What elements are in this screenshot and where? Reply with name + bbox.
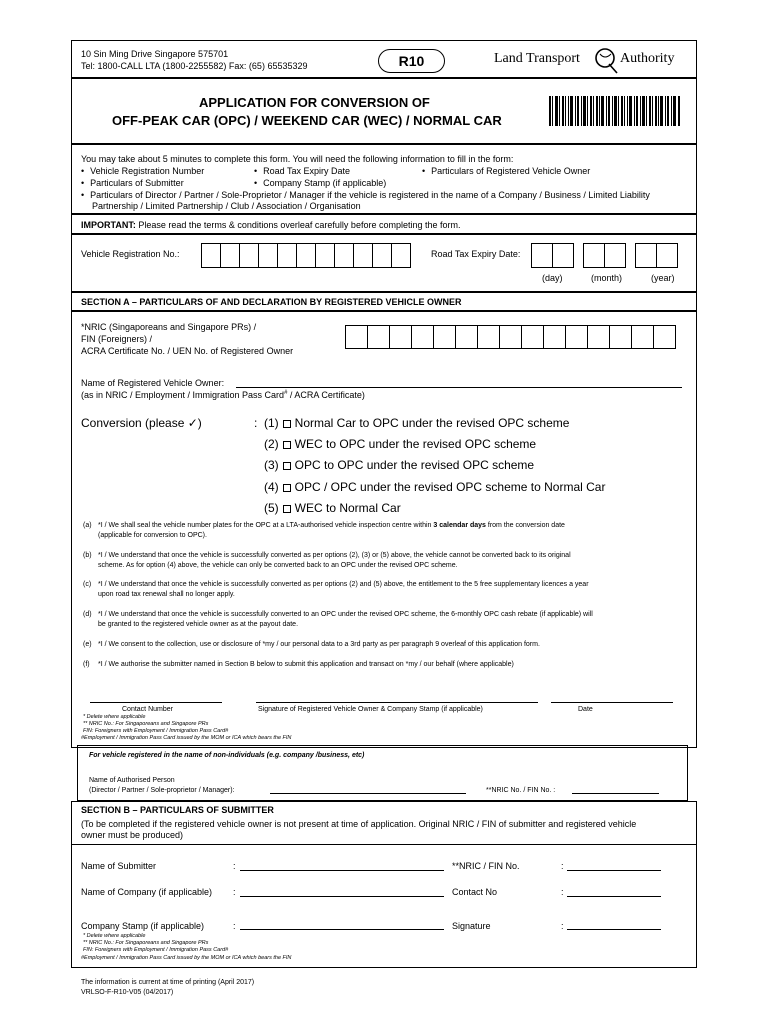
decl-d-line2: be granted to the registered vehicle owner as at the payout date.	[98, 621, 299, 628]
decl-b-text	[98, 551, 698, 571]
signature-label: Signature	[452, 921, 491, 931]
road-tax-label: Road Tax Expiry Date:	[431, 249, 521, 259]
decl-c-text	[98, 580, 698, 600]
vehicle-reg-cell-8[interactable]	[334, 243, 354, 268]
decl-a-line2: (applicable for conversion to OPC).	[98, 532, 207, 539]
owner-name-sub-text: (as in NRIC / Employment / Immigration Pass Card	[81, 390, 285, 400]
road-tax-month-label: (month)	[591, 273, 623, 283]
section-b-divider	[71, 844, 697, 845]
submitter-nric-field[interactable]	[567, 870, 661, 871]
owner-name-field[interactable]	[236, 387, 682, 388]
checkbox-icon[interactable]	[283, 505, 291, 513]
road-tax-day-cell-2[interactable]	[552, 243, 574, 268]
address-line-2: Tel: 1800-CALL LTA (1800-2255582) Fax: (65) 65535329	[81, 61, 308, 71]
submitter-name-colon: :	[233, 861, 236, 871]
conversion-option-1[interactable]	[264, 416, 569, 430]
section-b-footnote-4: #Employment / Immigration Pass Card issued by the MOM or ICA which bears the FIN	[81, 955, 292, 961]
owner-id-cell-8[interactable]	[499, 325, 522, 349]
owner-id-cell-15[interactable]	[653, 325, 676, 349]
nric-label-3: ACRA Certificate No. / UEN No. of Registered Owner	[81, 346, 294, 356]
owner-id-cell-10[interactable]	[543, 325, 566, 349]
road-tax-month-cell-1[interactable]	[583, 243, 605, 268]
section-b-footnote-2: ** NRIC No.: For Singaporeans and Singapore PRs	[83, 940, 209, 946]
decl-e-text	[98, 640, 698, 650]
owner-signature-field[interactable]	[256, 702, 538, 703]
vehicle-reg-cell-5[interactable]	[277, 243, 297, 268]
company-stamp-colon: :	[233, 921, 236, 931]
vehicle-reg-cell-9[interactable]	[353, 243, 373, 268]
owner-name-sub	[81, 390, 365, 400]
intro-bullet-1: • Vehicle Registration Number	[81, 166, 204, 176]
contact-no-label: Contact No	[452, 887, 498, 897]
vehicle-reg-cell-4[interactable]	[258, 243, 278, 268]
decl-b-letter: (b)	[83, 552, 92, 559]
road-tax-day-cell-1[interactable]	[531, 243, 553, 268]
decl-f-letter: (f)	[83, 661, 90, 668]
owner-id-cell-7[interactable]	[477, 325, 500, 349]
section-b-heading: SECTION B – PARTICULARS OF SUBMITTER	[81, 805, 274, 815]
auth-name-sub: (Director / Partner / Sole-proprietor / Manager):	[89, 787, 235, 794]
decl-d-letter: (d)	[83, 611, 92, 618]
intro-bullet-5: • Company Stamp (if applicable)	[254, 178, 386, 188]
intro-bullet-4: • Particulars of Submitter	[81, 178, 184, 188]
contact-number-field[interactable]	[90, 702, 222, 703]
conversion-label: Conversion (please ✓)	[81, 416, 202, 430]
checkbox-icon[interactable]	[283, 420, 291, 428]
vehicle-reg-cell-7[interactable]	[315, 243, 335, 268]
road-tax-year-cell-1[interactable]	[635, 243, 657, 268]
road-tax-year-cell-2[interactable]	[656, 243, 678, 268]
owner-id-cell-11[interactable]	[565, 325, 588, 349]
intro-bullet-6: • Particulars of Director / Partner / Sole-Proprietor / Manager if the vehicle is registered in the name of a Company / Business / Limited Liability	[81, 190, 650, 200]
auth-nric-label: **NRIC No. / FIN No. :	[486, 787, 556, 794]
checkbox-icon[interactable]	[283, 484, 291, 492]
form-code: R10	[398, 53, 425, 69]
important-note	[81, 220, 461, 230]
submitter-nric-label: **NRIC / FIN No.	[452, 861, 520, 871]
option-1-num: (1)	[264, 416, 279, 430]
vehicle-reg-cell-3[interactable]	[239, 243, 259, 268]
barcode-icon	[549, 96, 680, 126]
company-name-colon: :	[233, 887, 236, 897]
owner-id-cell-1[interactable]	[345, 325, 368, 349]
section-a-note-1: * Delete where applicable	[83, 714, 146, 720]
auth-name-field[interactable]	[270, 793, 466, 794]
footer-form-version: VRLSO-F-R10-V05 (04/2017)	[81, 989, 174, 996]
road-tax-month-cell-2[interactable]	[604, 243, 626, 268]
important-label: IMPORTANT:	[81, 220, 136, 230]
owner-signature-label: Signature of Registered Vehicle Owner & Company Stamp (if applicable)	[258, 706, 483, 713]
agency-name-left: Land Transport	[494, 51, 580, 66]
owner-id-cell-4[interactable]	[411, 325, 434, 349]
form-code-badge	[378, 49, 445, 73]
intro-bullet-2: • Road Tax Expiry Date	[254, 166, 350, 176]
vehicle-reg-cell-11[interactable]	[391, 243, 411, 268]
option-4-num: (4)	[264, 480, 279, 494]
decl-c-letter: (c)	[83, 581, 92, 588]
company-stamp-label: Company Stamp (if applicable)	[81, 921, 205, 931]
nric-label-2: FIN (Foreigners) /	[81, 334, 153, 344]
conversion-option-2[interactable]	[264, 437, 536, 451]
footer-print-date: The information is current at time of printing (April 2017)	[81, 979, 255, 986]
owner-name-sub-end: / ACRA Certificate)	[287, 390, 365, 400]
vehicle-reg-cell-6[interactable]	[296, 243, 316, 268]
option-5-text: WEC to Normal Car	[294, 501, 401, 515]
owner-id-cell-6[interactable]	[455, 325, 478, 349]
owner-name-label: Name of Registered Vehicle Owner:	[81, 378, 225, 388]
date-field[interactable]	[551, 702, 673, 703]
conversion-option-4[interactable]	[264, 480, 605, 494]
section-a-heading: SECTION A – PARTICULARS OF AND DECLARATION BY REGISTERED VEHICLE OWNER	[81, 297, 462, 307]
road-tax-year-label: (year)	[651, 273, 675, 283]
non-individual-heading: For vehicle registered in the name of non-individuals (e.g. company /business, etc)	[89, 752, 365, 759]
conversion-option-5[interactable]	[264, 501, 401, 515]
company-name-label: Name of Company (if applicable)	[81, 887, 213, 897]
option-1-text: Normal Car to OPC under the revised OPC scheme	[294, 416, 570, 430]
address-line-1: 10 Sin Ming Drive Singapore 575701	[81, 49, 229, 59]
title-line-1: APPLICATION FOR CONVERSION OF	[199, 95, 430, 110]
section-a-note-4: #Employment / Immigration Pass Card issued by the MOM or ICA which bears the FIN	[81, 735, 292, 741]
option-2-text: WEC to OPC under the revised OPC scheme	[294, 437, 537, 451]
submitter-name-label: Name of Submitter	[81, 861, 157, 871]
vehicle-reg-cell-1[interactable]	[201, 243, 221, 268]
decl-e-body: *I / We consent to the collection, use or disclosure of *my / our personal data to a 3rd party as per paragraph 9 overleaf of this application form.	[98, 641, 540, 648]
owner-id-cell-12[interactable]	[587, 325, 610, 349]
decl-d-text	[98, 610, 698, 630]
company-stamp-field[interactable]	[240, 929, 444, 930]
signature-colon: :	[561, 921, 564, 931]
vehicle-reg-label: Vehicle Registration No.:	[81, 249, 180, 259]
section-b-footnote-3: FIN: Foreigners with Employment / Immigration Pass Card#	[83, 947, 229, 953]
owner-id-cell-5[interactable]	[433, 325, 456, 349]
decl-b-body: *I / We understand that once the vehicle is successfully converted as per options (2), (3) or (5) above, the vehicle cannot be converted back to its original	[98, 552, 571, 559]
decl-d-body: *I / We understand that once the vehicle is successfully converted to an OPC under the revised OPC scheme, the 6-monthly OPC cash rebate (if applicable) will	[98, 611, 593, 618]
option-5-num: (5)	[264, 501, 279, 515]
decl-f-text	[98, 660, 698, 670]
option-3-num: (3)	[264, 458, 279, 472]
road-tax-day-label: (day)	[542, 273, 563, 283]
auth-name-label: Name of Authorised Person	[89, 777, 175, 784]
important-text: Please read the terms & conditions overleaf carefully before completing the form.	[135, 220, 461, 230]
section-a-note-3: FIN: Foreigners with Employment / Immigration Pass Card#	[83, 728, 229, 734]
intro-lead: You may take about 5 minutes to complete this form. You will need the following information to fill in the form:	[81, 154, 514, 164]
submitter-name-field[interactable]	[240, 870, 444, 871]
decl-a-letter: (a)	[83, 522, 92, 529]
section-b-note-1: (To be completed if the registered vehicle owner is not present at time of application. Original NRIC / FIN of submitter and registered vehicle	[81, 819, 637, 829]
submitter-nric-colon: :	[561, 861, 564, 871]
section-b-footnote-1: * Delete where applicable	[83, 933, 146, 939]
contact-number-label: Contact Number	[122, 706, 173, 713]
owner-id-cell-13[interactable]	[609, 325, 632, 349]
section-b-note-2: owner must be produced)	[81, 830, 184, 840]
vehicle-reg-cell-2[interactable]	[220, 243, 240, 268]
option-2-num: (2)	[264, 437, 279, 451]
intro-bullet-6-cont: Partnership / Limited Partnership / Club / Association / Organisation	[92, 201, 361, 211]
decl-a-after: from the conversion date	[485, 522, 565, 529]
contact-no-colon: :	[561, 887, 564, 897]
owner-id-cell-9[interactable]	[521, 325, 544, 349]
decl-a-bold: 3 calendar days	[433, 522, 486, 529]
decl-f-body: *I / We authorise the submitter named in Section B below to submit this application and transact on *my / our behalf (where applicable)	[98, 661, 514, 668]
title-line-2: OFF-PEAK CAR (OPC) / WEEKEND CAR (WEC) / NORMAL CAR	[112, 113, 502, 128]
company-name-field[interactable]	[240, 896, 444, 897]
decl-c-body: *I / We understand that once the vehicle is successfully converted as per options (2) and (5) above, the entitlement to the 5 free supplementary licences a year	[98, 581, 589, 588]
date-label: Date	[578, 706, 593, 713]
contact-no-field[interactable]	[567, 896, 661, 897]
decl-c-line2: upon road tax renewal shall no longer apply.	[98, 591, 235, 598]
conversion-option-3[interactable]	[264, 458, 534, 472]
owner-name-sub-sup: #	[284, 390, 288, 396]
section-a-note-2: ** NRIC No.: For Singaporeans and Singapore PRs	[83, 721, 209, 727]
owner-id-cell-14[interactable]	[631, 325, 654, 349]
agency-name-right: Authority	[620, 51, 675, 66]
owner-id-cell-3[interactable]	[389, 325, 412, 349]
decl-b-line2: scheme. As for option (4) above, the vehicle can only be converted back to an OPC under the revised OPC scheme.	[98, 562, 458, 569]
auth-nric-field[interactable]	[572, 793, 659, 794]
option-4-text: OPC / OPC under the revised OPC scheme to Normal Car	[294, 480, 606, 494]
conversion-colon: :	[254, 416, 258, 430]
checkbox-icon[interactable]	[283, 462, 291, 470]
checkbox-icon[interactable]	[283, 441, 291, 449]
decl-a-text	[98, 521, 698, 541]
decl-a-body: *I / We shall seal the vehicle number plates for the OPC at a LTA-authorised vehicle inspection centre within	[98, 522, 434, 529]
decl-e-letter: (e)	[83, 641, 92, 648]
submitter-signature-field[interactable]	[567, 929, 661, 930]
vehicle-reg-cell-10[interactable]	[372, 243, 392, 268]
owner-id-cell-2[interactable]	[367, 325, 390, 349]
nric-label-1: *NRIC (Singaporeans and Singapore PRs) /	[81, 322, 257, 332]
lta-logo-icon	[592, 45, 620, 75]
option-3-text: OPC to OPC under the revised OPC scheme	[294, 458, 535, 472]
intro-bullet-3: • Particulars of Registered Vehicle Owner	[422, 166, 590, 176]
